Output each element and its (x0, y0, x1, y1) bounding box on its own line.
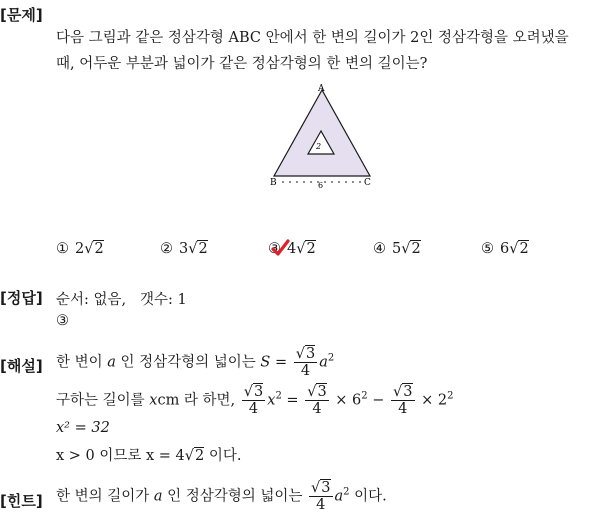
choice-5[interactable]: ⑤ 6√2 (481, 241, 529, 257)
problem-text-line1: 다음 그림과 같은 정삼각형 ABC 안에서 한 변의 길이가 2인 정삼각형을 오려냈을 (56, 30, 569, 46)
choice-1-number: ① (56, 241, 69, 257)
answer-line2: ③ (56, 313, 69, 329)
answer-label: [정답] (0, 289, 43, 307)
vertex-b-label: B (270, 178, 277, 188)
solution-line1: 한 변이 a 인 정삼각형의 넓이는 S = $\frac{√3}{4}$ $a^2$ (56, 346, 335, 379)
choice-5-number: ⑤ (481, 241, 494, 257)
solution-line3: x² = 32 (56, 420, 110, 436)
vertex-c-label: C (364, 178, 371, 188)
choice-2-number: ② (160, 241, 173, 257)
triangle-figure (262, 80, 382, 192)
checkmark-icon (270, 238, 290, 258)
inner-side-label: 2 (316, 142, 322, 151)
choice-3[interactable]: ③ 4√2 (268, 241, 316, 257)
choice-3-number: ③ (268, 241, 281, 257)
solution-line2: 구하는 길이를 xcm 라 하면, $\frac{√3}{4}$ $x^2$ = $\frac{√3}{4}$ × $6^2$ − $\frac{√3}{4}$ × $2^2$ (56, 384, 454, 417)
problem-text-line2: 때, 어두운 부분과 넓이가 같은 정삼각형의 한 변의 길이는? (56, 56, 428, 72)
answer-line1: 순서: 없음, 갯수: 1 (56, 292, 187, 308)
base-length-label: 6 (318, 181, 324, 190)
solution-label: [해설] (0, 357, 43, 375)
problem-label: [문제] (0, 6, 43, 24)
vertex-a-label: A (318, 84, 325, 94)
choice-1[interactable]: ① 2√2 (56, 241, 104, 257)
solution-line4: x > 0 이므로 x = 4√2 이다. (56, 448, 242, 464)
hint-label: [힌트] (0, 492, 43, 510)
hint-line: 한 변의 길이가 a 인 정삼각형의 넓이는 $\frac{√3}{4}$ $a^2$ 이다. (56, 480, 387, 513)
choice-4[interactable]: ④ 5√2 (373, 241, 421, 257)
choice-2[interactable]: ② 3√2 (160, 241, 208, 257)
choice-4-number: ④ (373, 241, 386, 257)
